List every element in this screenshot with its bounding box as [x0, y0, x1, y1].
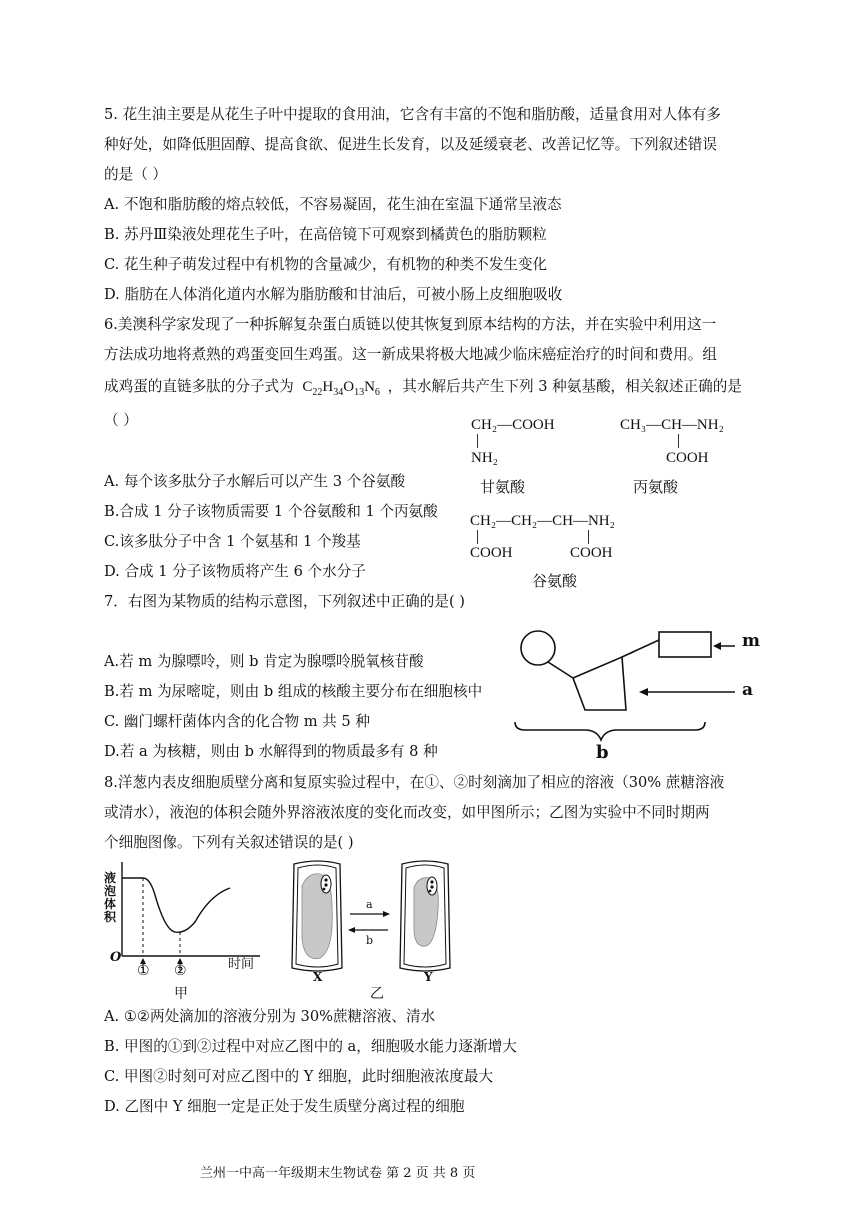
q8-stem-line-2: 或清水），液泡的体积会随外界溶液浓度的变化而改变，如甲图所示；乙图为实验中不同时期两 — [104, 804, 710, 821]
glutamate-name: 谷氨酸 — [532, 572, 578, 590]
q8-option-c: C. 甲图②时刻可对应乙图中的 Y 细胞，此时细胞液浓度最大 — [104, 1068, 494, 1085]
q7-stem: 7．右图为某物质的结构示意图，下列叙述中正确的是( ) — [104, 593, 465, 610]
graph-mark-2: ② — [174, 963, 187, 979]
label-a: a — [742, 680, 754, 700]
q7-option-c: C. 幽门螺杆菌体内含的化合物 m 共 5 种 — [104, 713, 370, 730]
label-b: b — [596, 742, 609, 763]
q7-option-a: A.若 m 为腺嘌呤，则 b 肯定为腺嘌呤脱氧核苷酸 — [104, 653, 424, 670]
q6-stem-line-4: （ ） — [104, 412, 138, 429]
nucleotide-diagram — [505, 622, 775, 767]
q6-stem-line-1: 6.美澳科学家发现了一种拆解复杂蛋白质链以使其恢复到原本结构的方法，并在实验中利用这一 — [104, 316, 717, 333]
q5-option-d: D. 脂肪在人体消化道内水解为脂肪酸和甘油后，可被小肠上皮细胞吸收 — [104, 286, 563, 303]
q5-option-b: B. 苏丹Ⅲ染液处理花生子叶，在高倍镜下可观察到橘黄色的脂肪颗粒 — [104, 226, 547, 243]
q6-stem-line-3 — [104, 377, 742, 403]
graph-origin: O — [110, 950, 122, 965]
q8-option-d: D. 乙图中 Y 细胞一定是正处于发生质壁分离过程的细胞 — [104, 1098, 465, 1115]
q5-option-c: C. 花生种子萌发过程中有机物的含量减少，有机物的种类不发生变化 — [104, 256, 548, 273]
cells-diagram — [280, 858, 460, 983]
arrow-b-label: b — [366, 934, 374, 947]
q6-option-d: D. 合成 1 分子该物质将产生 6 个水分子 — [104, 563, 366, 580]
cells-caption: 乙 — [370, 986, 384, 1002]
glycine-name: 甘氨酸 — [480, 478, 526, 496]
volume-curve — [122, 878, 230, 932]
glycine-bond — [477, 434, 478, 448]
q7-option-b: B.若 m 为尿嘧啶，则由 b 组成的核酸主要分布在细胞核中 — [104, 683, 483, 700]
molecular-formula: $C_{22}H_{34}O_{13}N_6$ — [302, 379, 380, 398]
alanine-top: CH₃—CH—NH₂ — [620, 417, 724, 433]
glutamate-bottom-right: COOH — [570, 545, 613, 561]
label-m: m — [742, 631, 760, 651]
q8-stem-line-1: 8.洋葱内表皮细胞质壁分离和复原实验过程中，在①、②时刻滴加了相应的溶液（30% 蔗糖溶液 — [104, 774, 725, 791]
q7-option-d: D.若 a 为核糖，则由 b 水解得到的物质最多有 8 种 — [104, 743, 438, 760]
q8-stem-line-3: 个细胞图像。下列有关叙述错误的是( ) — [104, 834, 354, 851]
q5-stem-line-3: 的是（ ） — [104, 166, 168, 183]
cell-y-label: Y — [424, 970, 433, 984]
alanine-bottom: COOH — [666, 450, 709, 466]
glutamate-bond-right — [588, 530, 589, 544]
base-rectangle — [659, 632, 711, 657]
q6-option-b: B.合成 1 分子该物质需要 1 个谷氨酸和 1 个丙氨酸 — [104, 503, 438, 520]
q6-stem-line-2: 方法成功地将煮熟的鸡蛋变回生鸡蛋。这一新成果将极大地减少临床癌症治疗的时间和费用。组 — [104, 346, 717, 363]
glutamate-bottom-left: COOH — [470, 545, 513, 561]
q6-stem-line-3-pre: 成鸡蛋的直链多肽的分子式为 — [104, 378, 294, 395]
graph-ylabel: 液泡体积 — [104, 871, 117, 924]
phosphate-circle — [521, 631, 555, 665]
graph-caption: 甲 — [174, 986, 188, 1002]
q5-stem-line-2: 种好处，如降低胆固醇、提高食欲、促进生长发育，以及延缓衰老、改善记忆等。下列叙述错误 — [104, 136, 717, 153]
q8-option-b: B. 甲图的①到②过程中对应乙图中的 a，细胞吸水能力逐渐增大 — [104, 1038, 517, 1055]
glycine-top: CH₂—COOH — [471, 417, 555, 433]
arrow-a-label: a — [366, 898, 373, 911]
graph-mark-1: ① — [137, 963, 150, 979]
cell-x-label: X — [313, 970, 323, 984]
glycine-bottom: NH₂ — [471, 450, 498, 466]
q6-option-a: A. 每个该多肽分子水解后可以产生 3 个谷氨酸 — [104, 473, 406, 490]
q5-stem-line-1: 5. 花生油主要是从花生子叶中提取的食用油，它含有丰富的不饱和脂肪酸，适量食用对人体有多 — [104, 106, 721, 123]
q8-option-a: A. ①②两处滴加的溶液分别为 30%蔗糖溶液、清水 — [104, 1008, 436, 1025]
q6-stem-line-3-post: ，其水解后共产生下列 3 种氨基酸，相关叙述正确的是 — [387, 378, 742, 395]
page-footer: 兰州一中高一年级期末生物试卷 第 2 页 共 8 页 — [200, 1166, 476, 1181]
alanine-name: 丙氨酸 — [633, 478, 679, 496]
alanine-bond — [678, 434, 679, 448]
brace-b — [515, 722, 705, 740]
pentose-pentagon — [573, 657, 626, 710]
glutamate-top: CH₂—CH₂—CH—NH₂ — [470, 513, 615, 529]
graph-xlabel: 时间 — [228, 957, 255, 972]
glutamate-bond-left — [477, 530, 478, 544]
q6-option-c: C.该多肽分子中含 1 个氨基和 1 个羧基 — [104, 533, 361, 550]
q5-option-a: A. 不饱和脂肪酸的熔点较低，不容易凝固，花生油在室温下通常呈液态 — [104, 196, 562, 213]
